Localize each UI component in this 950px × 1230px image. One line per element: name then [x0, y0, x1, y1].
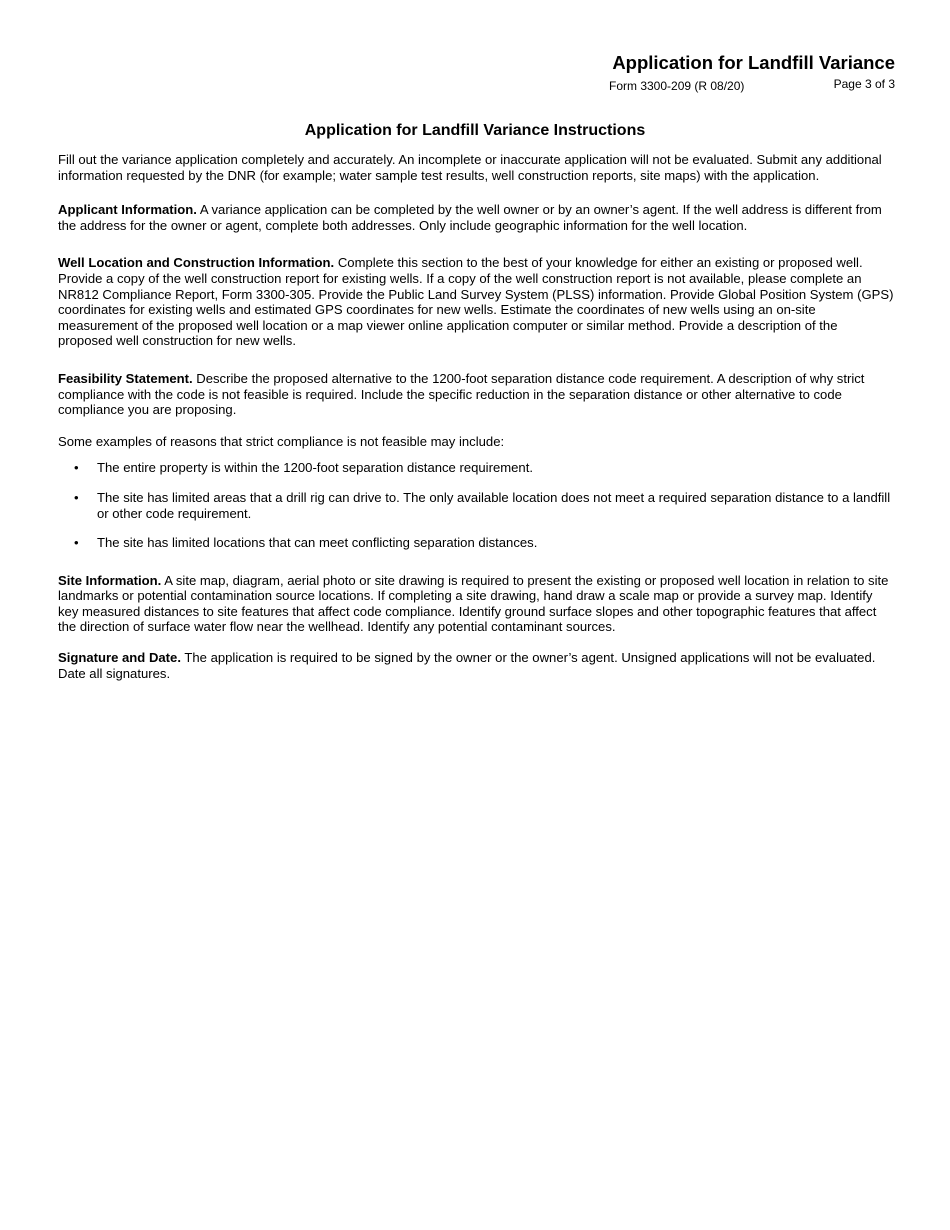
examples-intro: Some examples of reasons that strict compliance is not feasible may include: [58, 433, 505, 449]
section-heading: Applicant Information. [58, 202, 197, 218]
bullet-icon: • [74, 489, 79, 505]
section-heading: Well Location and Construction Information. [58, 255, 335, 271]
list-item-text: The site has limited locations that can meet conflicting separation distances. [97, 535, 538, 551]
reasons-list [58, 460, 894, 550]
list-item [58, 535, 894, 551]
section-heading: Site Information. [58, 572, 162, 588]
intro-paragraph: Fill out the variance application completely and accurately. An incomplete or inaccurate application will not be evaluated. Submit any additional information requested by the DNR (for example; water sample test results, well construction reports, site maps) with the application. [58, 152, 882, 183]
instructions-title: Application for Landfill Variance Instructions [304, 122, 646, 139]
page-header [609, 52, 895, 95]
section-heading: Signature and Date. [58, 650, 181, 666]
applicant-information-section [58, 202, 894, 233]
feasibility-statement-section [58, 371, 894, 418]
list-item [58, 460, 894, 476]
section-text: A site map, diagram, aerial photo or site drawing is required to present the existing or proposed well location in relation to site landmarks or potential contamination source locations. If completing a site drawing, hand draw a scale map or provide a survey map. Identify key measured distances to site features that affect code compliance. Identify ground surface slopes and other topographic features that affect the direction of surface water flow near the wellhead. Identify any potential contaminant sources. [58, 572, 889, 635]
list-item-text: The entire property is within the 1200-foot separation distance requirement. [97, 460, 533, 476]
list-item [58, 490, 894, 521]
section-text: A variance application can be completed by the well owner or by an owner’s agent. If the well address is different from the address for the owner or agent, complete both addresses. Only include geographic information for the well location. [58, 202, 882, 233]
form-title: Application for Landfill Variance [612, 52, 895, 73]
signature-date-section [58, 650, 894, 681]
page-number: Page 3 of 3 [833, 77, 895, 91]
section-text: Describe the proposed alternative to the 1200-foot separation distance code requirement. A description of why strict compliance with the code is not feasible is required. Include the specific reduction in the separation distance or other alternative to code compliance you are proposing. [58, 370, 865, 418]
section-text: Complete this section to the best of your knowledge for either an existing or proposed well. Provide a copy of the well construction report for existing wells. If a copy of the well construction report is not available, please complete an NR812 Compliance Report, Form 3300-305. Provide the Public Land Survey System (PLSS) information. Provide Global Position System (GPS) coordinates for existing wells and estimated GPS coordinates for new wells. Estimate the coordinates of new wells using an on-site measurement of the proposed well location or a map viewer online application computer or similar method. Provide a description of the proposed well construction for new wells. [58, 255, 894, 349]
bullet-icon: • [74, 460, 79, 476]
site-information-section [58, 573, 894, 635]
section-heading: Feasibility Statement. [58, 370, 193, 386]
section-text: The application is required to be signed by the owner or the owner’s agent. Unsigned applications will not be evaluated. Date all signatures. [58, 650, 876, 681]
list-item-text: The site has limited areas that a drill rig can drive to. The only available location does not meet a required separation distance to a landfill or other code requirement. [97, 489, 891, 521]
form-meta [609, 77, 895, 95]
well-location-section [58, 255, 894, 349]
bullet-icon: • [74, 535, 79, 551]
instructions-body [58, 152, 894, 681]
form-number: Form 3300-209 (R 08/20) [609, 79, 745, 93]
